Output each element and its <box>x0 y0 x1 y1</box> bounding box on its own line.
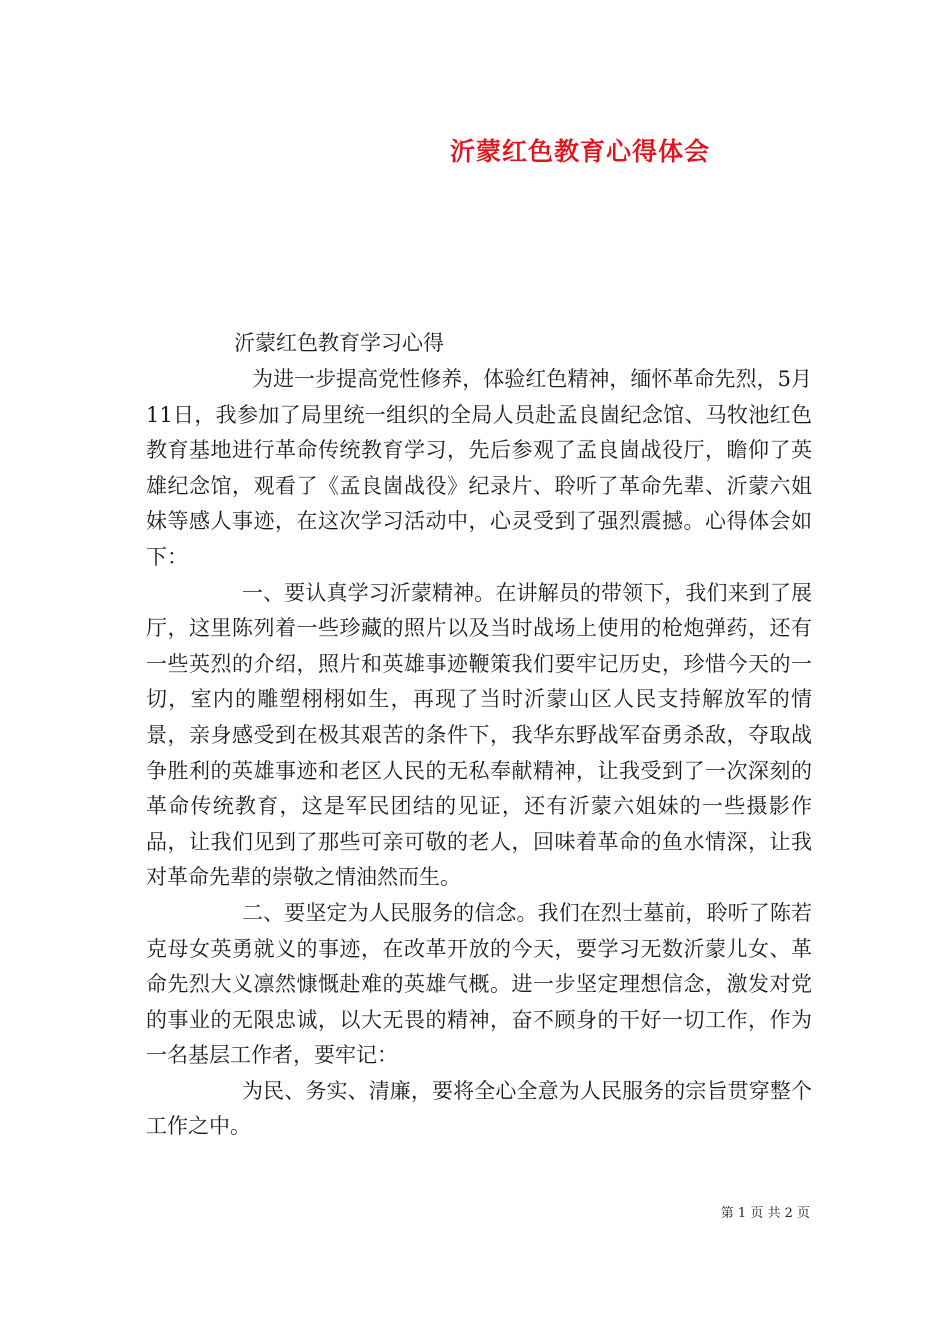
page-title: 沂蒙红色教育心得体会 <box>449 137 710 166</box>
page-number: 第 1 页 共 2 页 <box>720 1206 810 1221</box>
document-body <box>146 362 812 1145</box>
paragraph-intro: 为进一步提高党性修养，体验红色精神，缅怀革命先烈，5月11日，我参加了局里统一组织的全局人员赴孟良崮纪念馆、马牧池红色教育基地进行革命传统教育学习，先后参观了孟良崮战役厅，瞻仰了英雄纪念馆，观看了《孟良崮战役》纪录片、聆听了革命先辈、沂蒙六姐妹等感人事迹，在这次学习活动中，心灵受到了强烈震撼。心得体会如下： <box>146 367 812 569</box>
paragraph-motto: 为民、务实、清廉，要将全心全意为人民服务的宗旨贯穿整个工作之中。 <box>146 1078 812 1139</box>
document-subtitle: 沂蒙红色教育学习心得 <box>234 331 444 355</box>
paragraph-section-2: 二、要坚定为人民服务的信念。我们在烈士墓前，聆听了陈若克母女英勇就义的事迹，在改革开放的今天，要学习无数沂蒙儿女、革命先烈大义凛然慷慨赴难的英雄气概。进一步坚定理想信念，激发对党的事业的无限忠诚，以大无畏的精神，奋不顾身的干好一切工作，作为一名基层工作者，要牢记： <box>146 900 812 1068</box>
paragraph-section-1: 一、要认真学习沂蒙精神。在讲解员的带领下，我们来到了展厅，这里陈列着一些珍藏的照片以及当时战场上使用的枪炮弹药，还有一些英烈的介绍，照片和英雄事迹鞭策我们要牢记历史，珍惜今天的一切，室内的雕塑栩栩如生，再现了当时沂蒙山区人民支持解放军的情景，亲身感受到在极其艰苦的条件下，我华东野战军奋勇杀敌，夺取战争胜利的英雄事迹和老区人民的无私奉献精神，让我受到了一次深刻的革命传统教育，这是军民团结的见证，还有沂蒙六姐妹的一些摄影作品，让我们见到了那些可亲可敬的老人，回味着革命的鱼水情深，让我对革命先辈的崇敬之情油然而生。 <box>146 580 812 890</box>
